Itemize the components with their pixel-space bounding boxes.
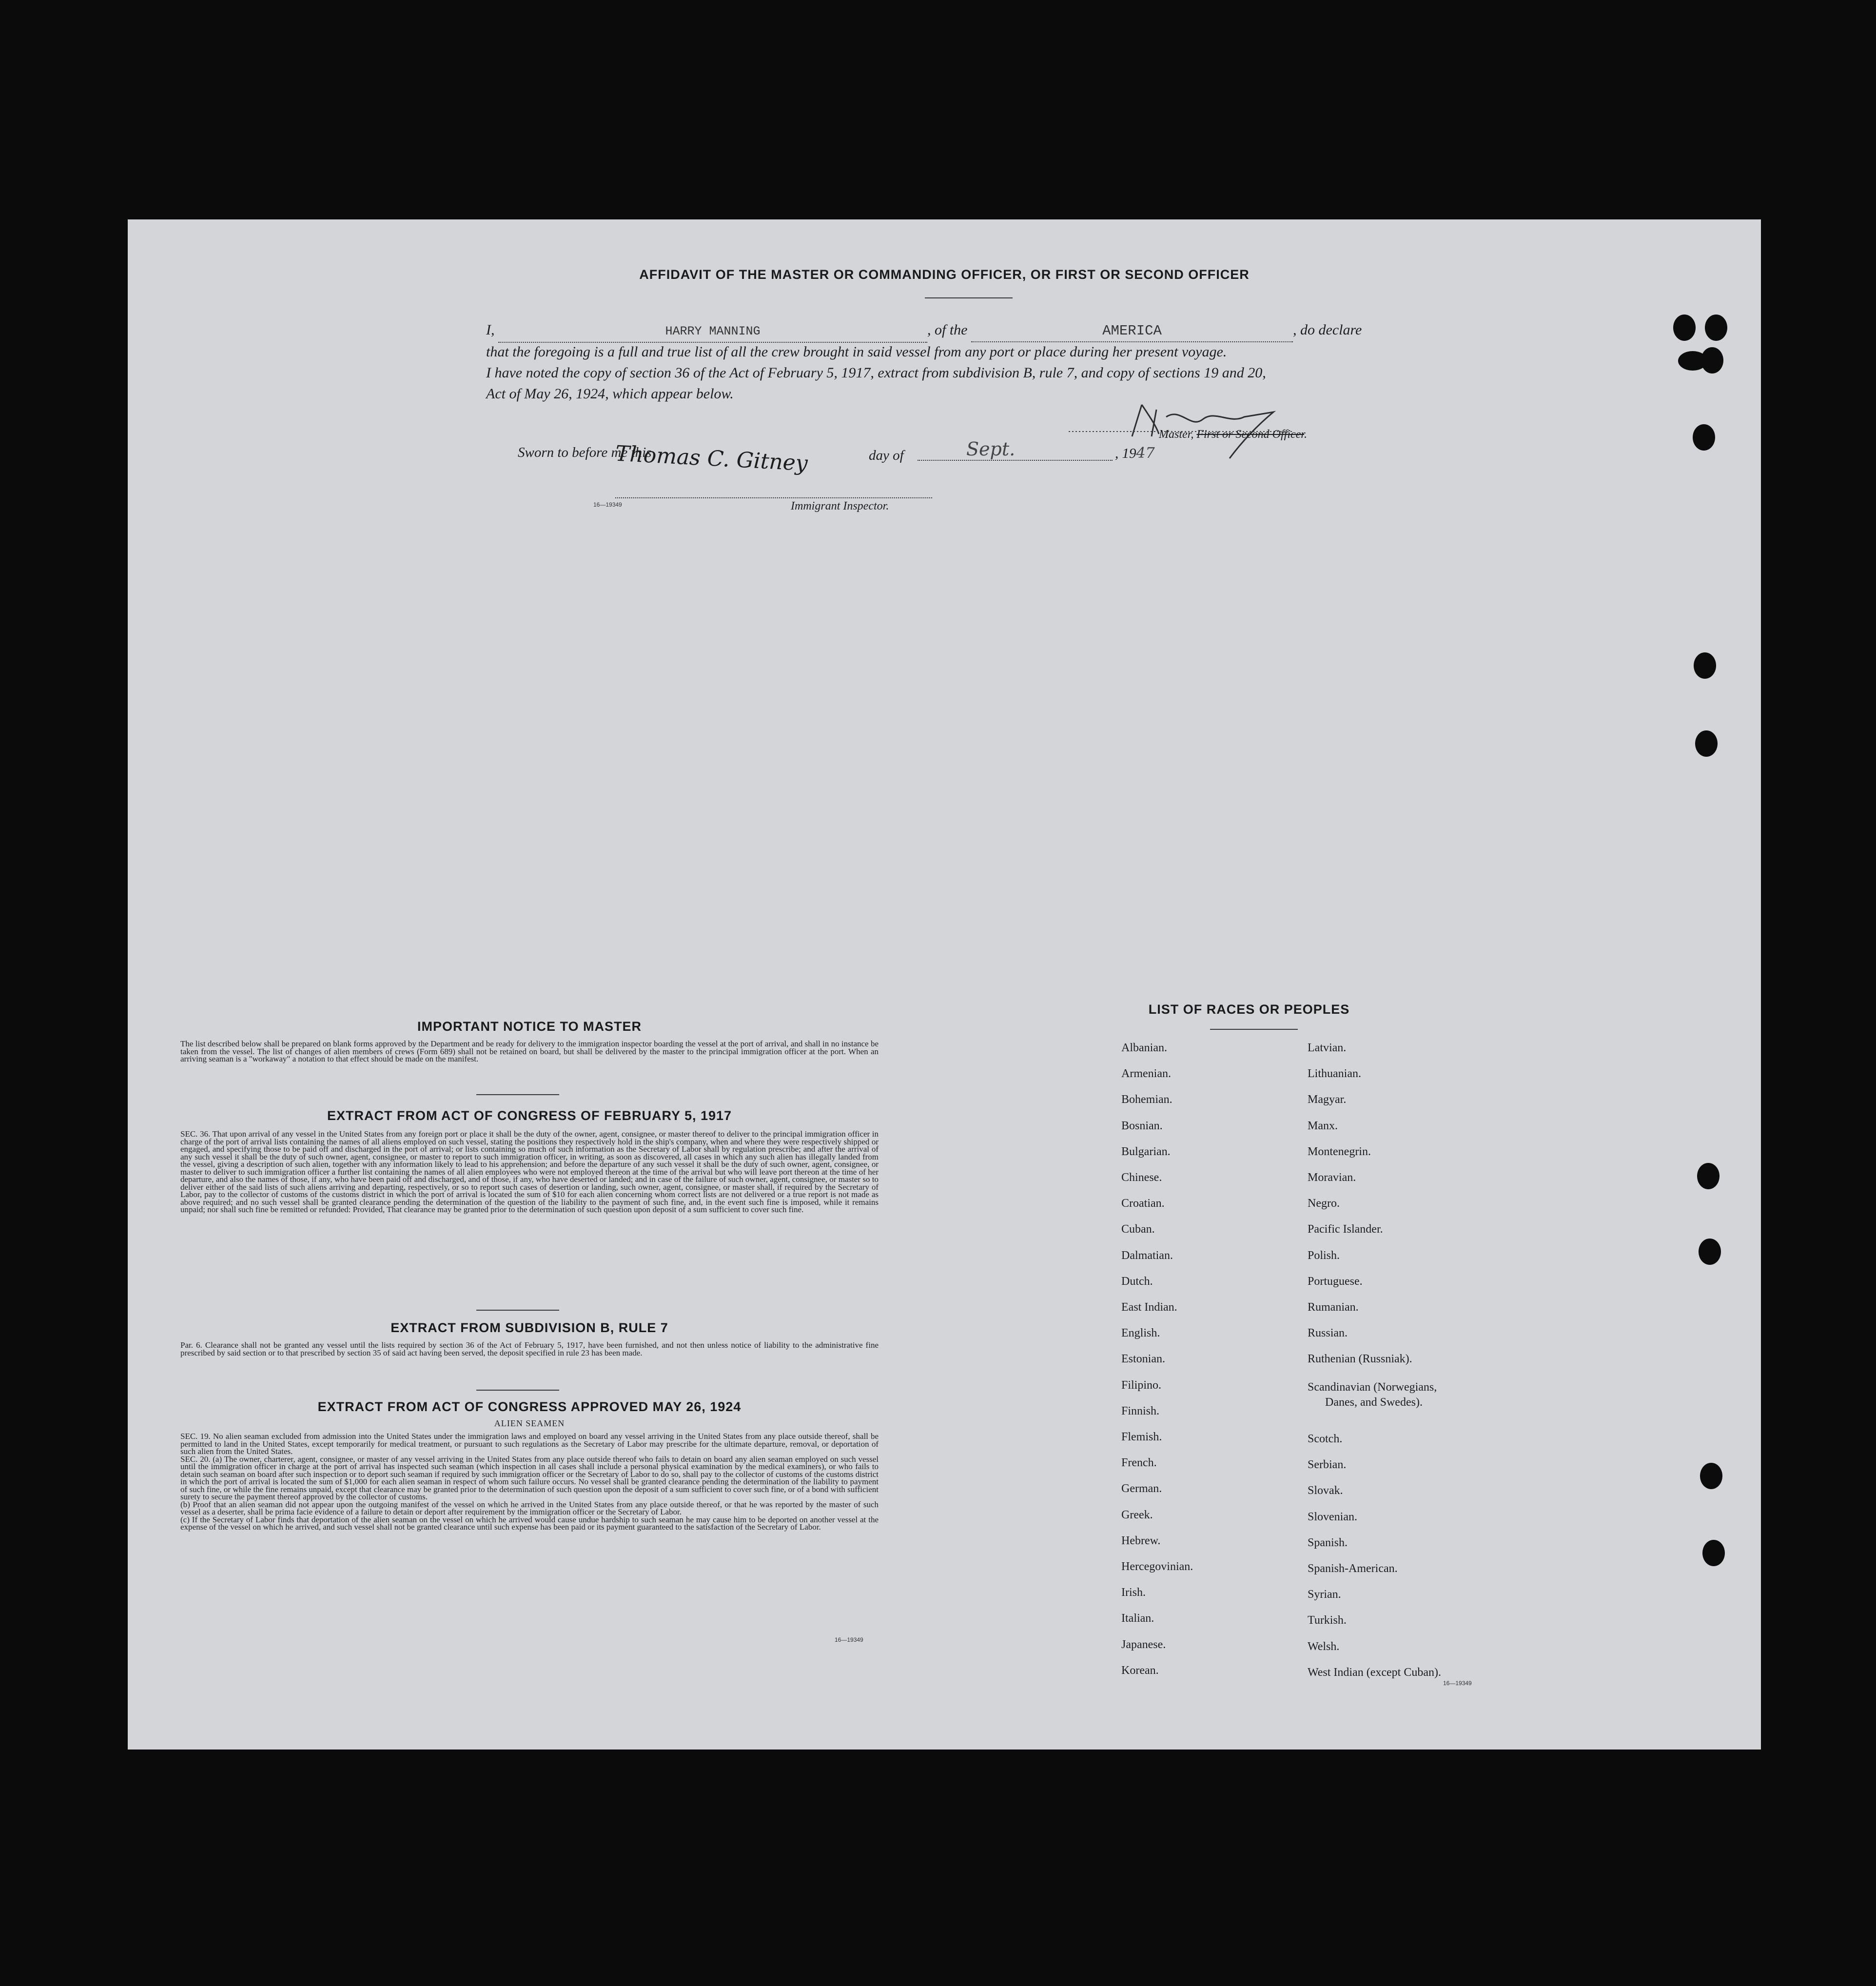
race-item: Spanish-American. — [1308, 1562, 1398, 1575]
extract-form-number: 16—19349 — [835, 1636, 863, 1643]
race-item: Ruthenian (Russniak). — [1308, 1353, 1412, 1366]
race-item: French. — [1121, 1456, 1157, 1470]
race-item: Danes, and Swedes). — [1325, 1396, 1423, 1409]
sworn-label: Sworn to before me this — [518, 445, 652, 460]
affidavit-title: AFFIDAVIT OF THE MASTER OR COMMANDING OFFICER, OR FIRST OR SECOND OFFICER — [639, 267, 1250, 282]
race-item: Turkish. — [1308, 1614, 1347, 1627]
declaration-line — [486, 319, 1515, 343]
race-item: Hercegovinian. — [1121, 1560, 1193, 1573]
race-item: Irish. — [1121, 1586, 1146, 1599]
subdivision-b-section — [180, 1320, 879, 1357]
alien-seamen-subtitle: ALIEN SEAMEN — [494, 1418, 565, 1428]
section-20c-text: (c) If the Secretary of Labor finds that deportation of the alien seaman on the vessel on which he arrived would cause undue hardship to such seaman he may cause him to be deported on another vessel at the expense of the vessel on which he arrived, and such vessel shall not be granted clearance until such expense has been paid or its payment guaranteed to the satisfaction of the Secretary of Labor. — [180, 1514, 879, 1532]
races-title: LIST OF RACES OR PEOPLES — [1148, 1002, 1350, 1017]
race-item: East Indian. — [1121, 1301, 1177, 1314]
affidavit-form-number: 16—19349 — [593, 501, 622, 508]
race-item: Albanian. — [1121, 1042, 1167, 1054]
inspector-line — [615, 497, 932, 498]
year-value: 47 — [1136, 445, 1155, 462]
form-page — [128, 219, 1761, 1750]
year-prefix: , 19 — [1115, 446, 1136, 461]
race-item: Hebrew. — [1121, 1534, 1161, 1547]
punch-hole — [1694, 652, 1716, 679]
month-value: Sept. — [966, 438, 1016, 460]
race-item: Welsh. — [1308, 1640, 1340, 1653]
race-item: Lithuanian. — [1308, 1067, 1361, 1081]
declaration-text-2: I have noted the copy of section 36 of the Act of February 5, 1917, extract from subdivision B, rule 7, and copy of sections 19 and 20, — [486, 365, 1266, 381]
race-item: Italian. — [1121, 1612, 1154, 1625]
divider — [476, 1390, 559, 1391]
extract-1924-title: EXTRACT FROM ACT OF CONGRESS APPROVED MAY 26, 1924 — [317, 1399, 742, 1414]
race-item: Cuban. — [1121, 1223, 1155, 1236]
race-item: Portuguese. — [1308, 1275, 1363, 1288]
divider — [925, 297, 1013, 298]
race-item: Pacific Islander. — [1308, 1223, 1383, 1236]
race-item: Dalmatian. — [1121, 1249, 1173, 1262]
race-item: Moravian. — [1308, 1171, 1356, 1184]
extract-1924-section — [180, 1399, 879, 1531]
master-label: Master, — [1159, 428, 1194, 441]
race-item: Slovak. — [1308, 1484, 1343, 1497]
race-item: Japanese. — [1121, 1638, 1166, 1651]
race-item: German. — [1121, 1482, 1162, 1495]
race-item: Russian. — [1308, 1327, 1348, 1340]
master-name-field — [498, 321, 927, 343]
race-item: English. — [1121, 1327, 1160, 1340]
punch-hole — [1673, 315, 1696, 341]
day-of-label: day of — [869, 448, 904, 463]
section-19-text: SEC. 19. No alien seaman excluded from admission into the United States under the immigration laws and employed on board any vessel arriving in the United States from any place outside thereof, shall be permitted to land in the United States, except temporarily for medical treatment, or pursuant to such regulations as the Secretary of Labor may prescribe for the ultimate departure, removal, or deportation of such alien from the United States. — [180, 1432, 879, 1456]
subdivision-b-text: Par. 6. Clearance shall not be granted any vessel until the lists required by section 36 of the Act of February 5, 1917, have been furnished, and not then unless notice of liability to the administrative fine prescribed by said section or to that prescribed by section 35 of said act having been served, the deposit specified in rule 23 has been made. — [180, 1340, 879, 1357]
race-item: Negro. — [1308, 1197, 1340, 1210]
year-field — [1115, 445, 1155, 462]
punch-hole — [1695, 730, 1718, 757]
divider — [476, 1310, 559, 1311]
punch-hole — [1697, 1163, 1720, 1189]
race-item: Bulgarian. — [1121, 1145, 1171, 1158]
section-20a-text: SEC. 20. (a) The owner, charterer, agent, consignee, or master of any vessel arriving in the United States from any place outside thereof who fails to detain on board any alien seaman employed on such vessel until the immigration officer in charge at the port of arrival has inspected such seaman (which inspection in all cases shall include a personal physical examination by the medical examiners), or who fails to detain such seaman on board after such inspection or to deport such seaman if required by such immigration officer or the Secretary of Labor to do so, shall pay to the collector of customs of the customs district in which the port of arrival is located the sum of $1,000 for each alien seaman in respect of whom such failure occurs. No vessel shall be granted clearance pending the determination of the liability to payment of such fine, or while the fine remains unpaid, except that clearance may be granted prior to the determination of such question upon the deposit of a sum sufficient to cover such fine, or of a bond with sufficient surety to secure the payment thereof approved by the collector of customs. — [180, 1454, 879, 1501]
declare-label: , do declare — [1293, 322, 1362, 338]
vessel-name-field — [971, 320, 1293, 342]
race-item: Greek. — [1121, 1508, 1153, 1521]
race-item: Latvian. — [1308, 1042, 1347, 1054]
race-item: Spanish. — [1308, 1536, 1348, 1549]
race-item: Bohemian. — [1121, 1093, 1172, 1106]
punch-hole — [1705, 315, 1727, 341]
struck-officer-label: First or Second Officer — [1196, 428, 1304, 441]
section-20b-text: (b) Proof that an alien seaman did not appear upon the outgoing manifest of the vessel on which he arrived in the United States from any place outside thereof, or that he was reported by the master of such vessel as a deserter, shall be prima facie evidence of a failure to detain or deport after requirement by the immigration officer or the Secretary of Labor. — [180, 1499, 879, 1516]
race-item: Korean. — [1121, 1664, 1159, 1677]
race-item: Manx. — [1308, 1119, 1338, 1132]
declaration-text-1: that the foregoing is a full and true list of all the crew brought in said vessel from any port or place during her present voyage. — [486, 344, 1227, 360]
race-item: Finnish. — [1121, 1404, 1160, 1417]
race-item: Montenegrin. — [1308, 1145, 1371, 1158]
important-notice-title: IMPORTANT NOTICE TO MASTER — [417, 1019, 642, 1034]
race-item: Estonian. — [1121, 1353, 1165, 1366]
master-title: Master, First or Second Officer. — [1159, 428, 1307, 441]
punch-hole — [1693, 424, 1715, 451]
important-notice-text: The list described below shall be prepared on blank forms approved by the Department and be ready for delivery to the immigration inspector boarding the vessel at the port of arrival, and shall in no instance be taken from the vessel. The list of changes of alien members of crews (Form 689) shall not be retained on board, but shall be delivered by the master to the principal immigration officer at the port. When an arriving seaman is a "workaway" a notation to that effect should be made on the manifest. — [180, 1039, 879, 1063]
punch-hole — [1701, 347, 1723, 374]
of-the-label: , of the — [927, 322, 968, 338]
punch-hole — [1702, 1540, 1725, 1566]
i-label: I, — [486, 322, 495, 338]
race-item: Scotch. — [1308, 1433, 1343, 1445]
month-field — [918, 438, 1113, 461]
race-item: Dutch. — [1121, 1275, 1153, 1288]
section-36-text: SEC. 36. That upon arrival of any vessel in the United States from any foreign port or place it shall be the duty of the owner, agent, consignee, or master thereof to deliver to the principal immigration officer in charge of the port of arrival lists containing the names of all aliens employed on such vessel, stating the positions they respectively hold in the ship's company, when and where they were respectively shipped or engaged, and specifying those to be paid off and discharged in the port of arrival; or lists containing so much of such information as the Secretary of Labor shall by regulation prescribe; and after the arrival of any such vessel it shall be the duty of such owner, agent, consignee, or master to report to such immigration officer, in writing, as soon as discovered, all cases in which any such alien has illegally landed from the vessel, giving a description of such alien, together with any information likely to lead to his apprehension; and before the departure of any such vessel it shall be the duty of such owner, agent, consignee, or master to deliver to such immigration officer a further list containing the names of all alien employees who were not employed thereon at the time of the arrival but who will leave port thereon at the time of her departure, and also the names of those, if any, who have been paid off and discharged, and of those, if any, who have deserted or landed; and in case of the failure of such owner, agent, consignee, or master so to deliver either of the said lists of such aliens arriving and departing, respectively, or so to report such cases of desertion or landing, such owner, agent, consignee, or master shall, if required by the Secretary of Labor, pay to the collector of customs of the customs district in which the port of arrival is located the sum of $10 for each alien concerning whom correct lists are not delivered or a true report is not made as above required; and no such vessel shall be granted clearance pending the determination of the question of the liability to the payment of such fine, and, in the event such fine is imposed, while it remains unpaid; nor shall such fine be remitted or refunded: Provided, That clearance may be granted prior to the determination of such question upon deposit of a sum sufficient to cover such fine. — [180, 1129, 879, 1214]
race-item: Chinese. — [1121, 1171, 1162, 1184]
vessel-name: AMERICA — [1102, 323, 1162, 339]
master-name: HARRY MANNING — [665, 324, 761, 338]
punch-hole — [1699, 1239, 1721, 1265]
race-item: West Indian (except Cuban). — [1308, 1666, 1441, 1679]
divider — [1210, 1029, 1298, 1030]
race-item: Rumanian. — [1308, 1301, 1359, 1314]
race-item: Magyar. — [1308, 1093, 1347, 1106]
subdivision-b-title: EXTRACT FROM SUBDIVISION B, RULE 7 — [391, 1320, 668, 1335]
race-item: Bosnian. — [1121, 1119, 1163, 1132]
extract-1917-title: EXTRACT FROM ACT OF CONGRESS OF FEBRUARY 5, 1917 — [327, 1108, 732, 1123]
race-item: Slovenian. — [1308, 1510, 1357, 1523]
divider — [476, 1094, 559, 1095]
declaration-text-3: Act of May 26, 1924, which appear below. — [486, 386, 734, 402]
race-item: Polish. — [1308, 1249, 1340, 1262]
punch-hole — [1700, 1463, 1722, 1489]
race-item: Syrian. — [1308, 1588, 1341, 1601]
inspector-signature: Thomas C. Gitney — [614, 441, 808, 476]
race-item: Armenian. — [1121, 1067, 1171, 1081]
race-item: Scandinavian (Norwegians, — [1308, 1380, 1437, 1394]
race-item: Serbian. — [1308, 1458, 1347, 1472]
race-item: Flemish. — [1121, 1431, 1162, 1443]
extract-1917-section — [180, 1108, 879, 1214]
race-item: Croatian. — [1121, 1197, 1165, 1210]
inspector-label: Immigrant Inspector. — [791, 500, 889, 512]
races-form-number: 16—19349 — [1443, 1680, 1472, 1687]
important-notice-section — [180, 1019, 879, 1063]
race-item: Filipino. — [1121, 1378, 1162, 1392]
